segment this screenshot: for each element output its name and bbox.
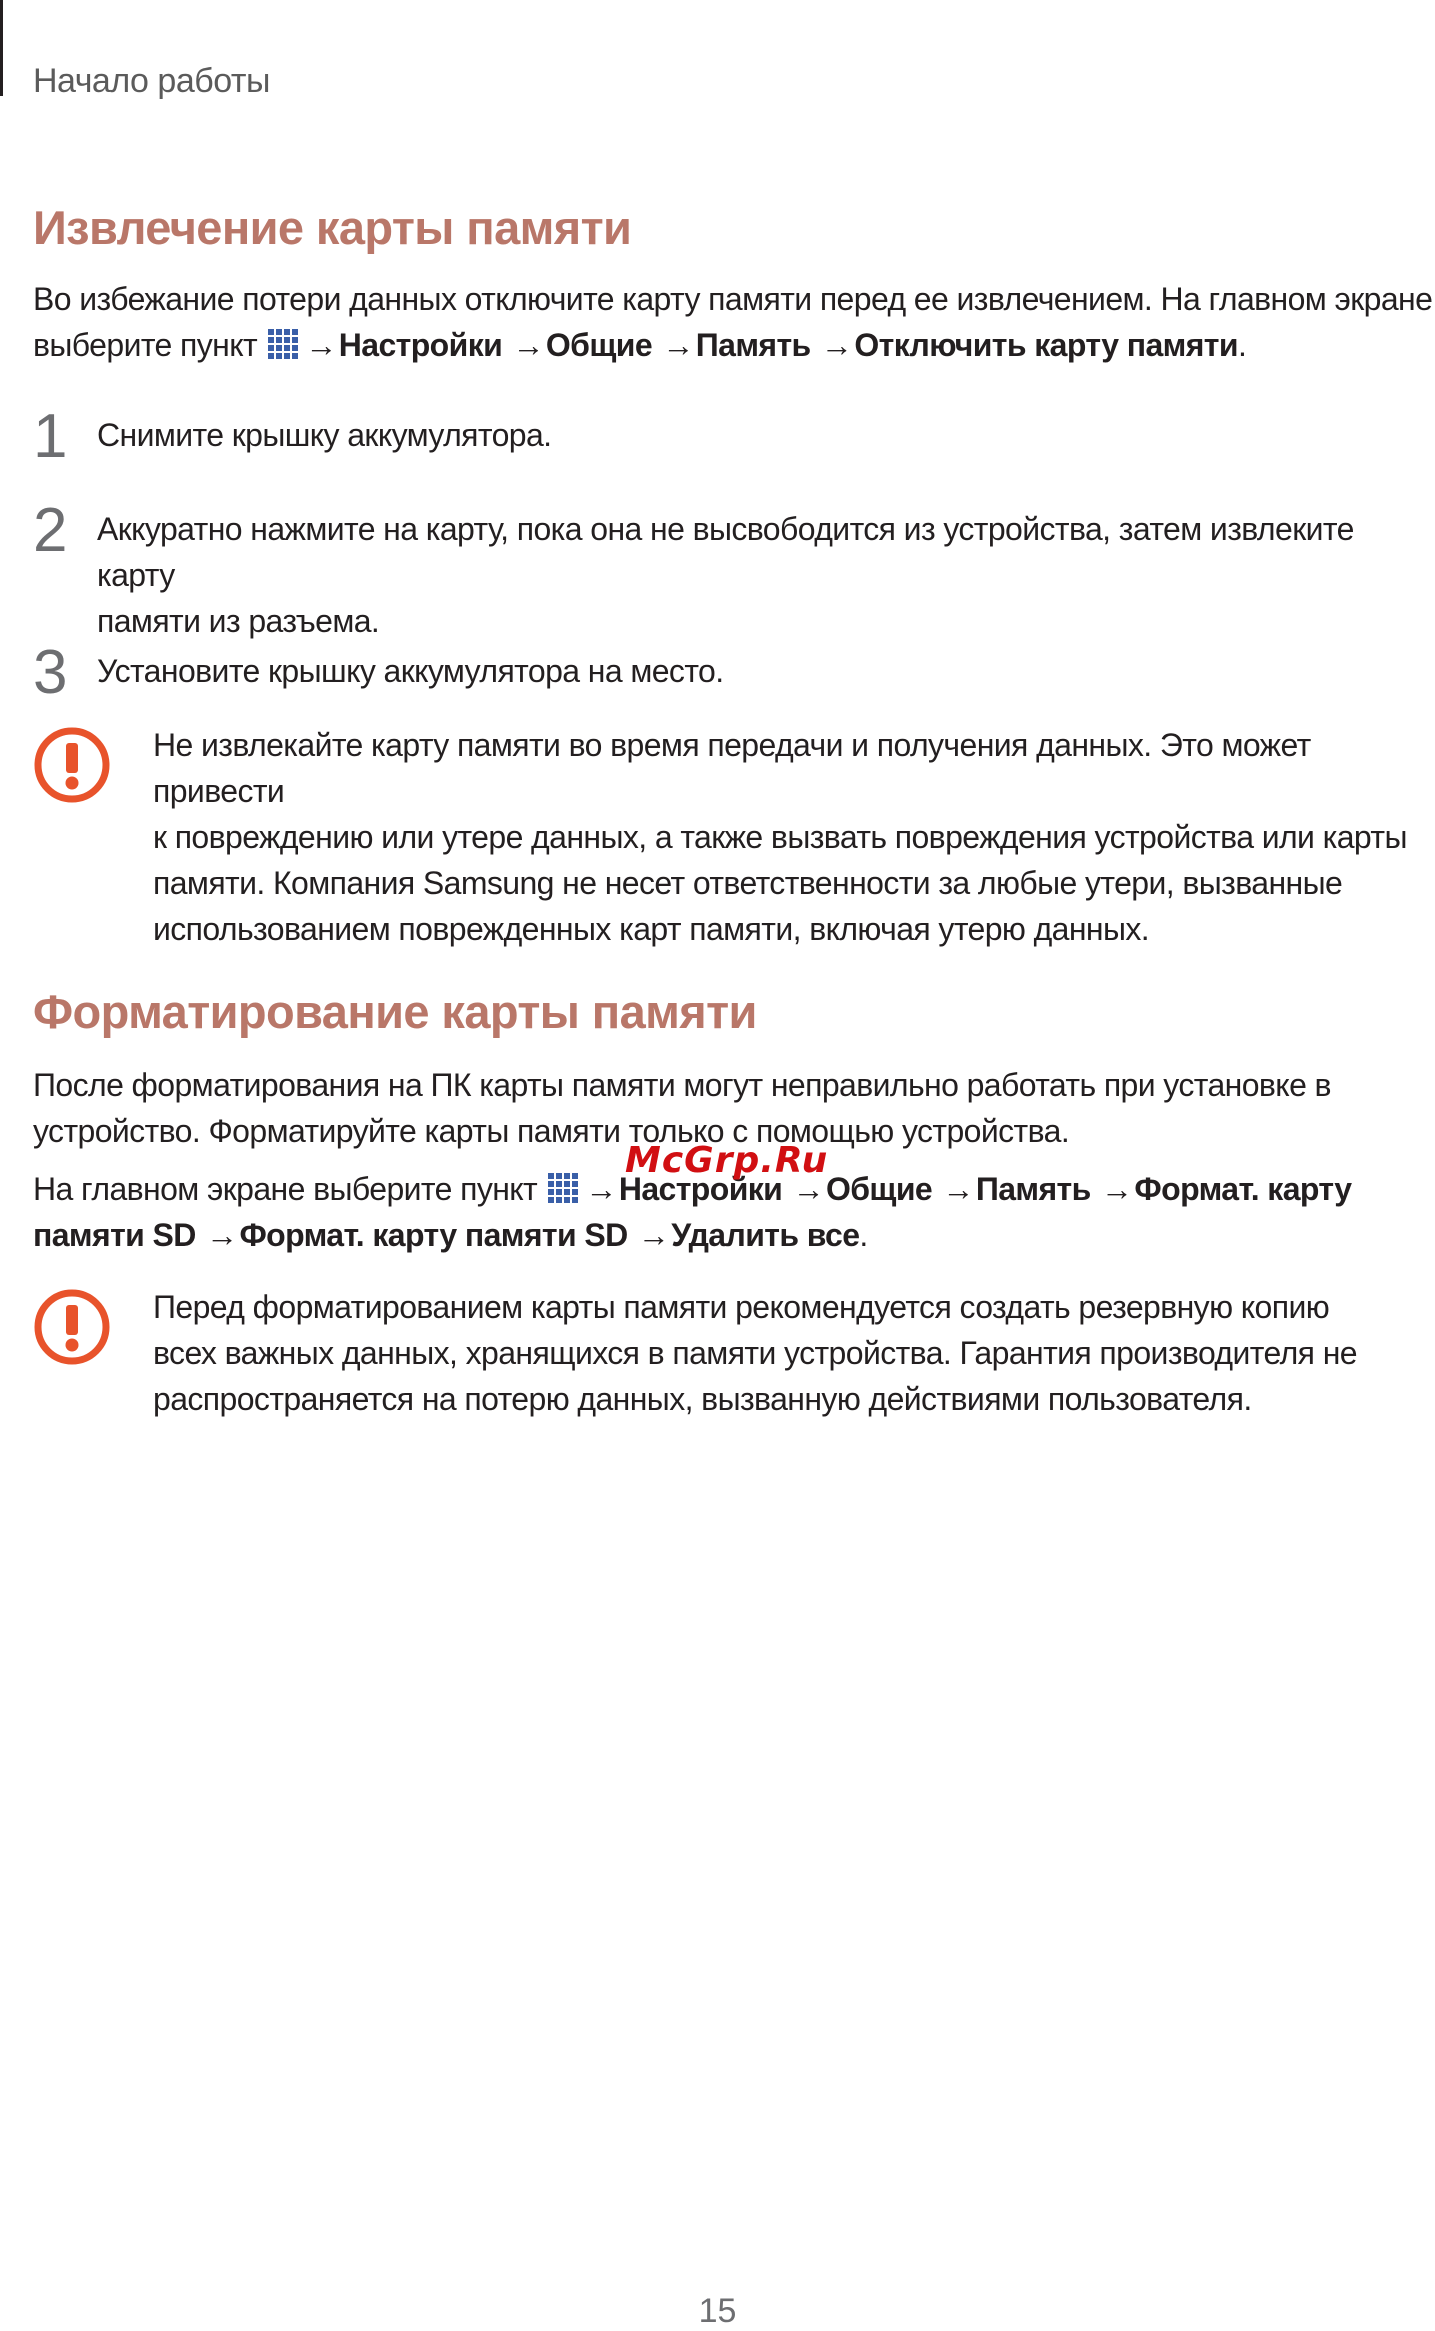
period: . (859, 1217, 868, 1253)
path-general: Общие (545, 327, 653, 363)
path-sd-memory: памяти SD (33, 1217, 196, 1253)
format-path-prefix: На главном экране выберите пункт (33, 1171, 538, 1207)
step-text: Снимите крышку аккумулятора. (97, 417, 552, 453)
arrow: → (512, 327, 544, 363)
path-storage: Память (695, 327, 811, 363)
remove-intro (33, 276, 1433, 368)
arrow: → (942, 1171, 974, 1207)
arrow: → (1101, 1171, 1133, 1207)
path-format-sd: Формат. карту памяти SD (239, 1217, 628, 1253)
step-number: 2 (33, 496, 68, 565)
apps-grid-icon (547, 1172, 581, 1206)
arrow: → (792, 1171, 824, 1207)
page-number: 15 (698, 2292, 737, 2330)
remove-intro-prefix: выберите пункт (33, 327, 258, 363)
format-intro-line: устройство. Форматируйте карты памяти только с помощью устройства. (33, 1113, 1070, 1149)
path-unmount: Отключить карту памяти (854, 327, 1238, 363)
path-delete-all: Удалить все (671, 1217, 860, 1253)
warning-line: использованием поврежденных карт памяти, включая утерю данных. (153, 911, 1150, 947)
arrow: → (305, 327, 337, 363)
warning-line: к повреждению или утере данных, а также вызвать повреждения устройства или карты (153, 819, 1407, 855)
warning-exclamation-icon (33, 1288, 111, 1366)
arrow: → (206, 1217, 238, 1253)
arrow: → (585, 1171, 617, 1207)
path-settings: Настройки (338, 327, 503, 363)
warning-line: распространяется на потерю данных, вызванную действиями пользователя. (153, 1381, 1252, 1417)
warning-text (153, 722, 1433, 952)
section-title-remove: Извлечение карты памяти (33, 201, 632, 254)
path-storage: Память (975, 1171, 1091, 1207)
apps-grid-icon (267, 328, 301, 362)
warning-text (153, 1284, 1433, 1422)
step-number: 3 (33, 638, 68, 707)
warning-line: Не извлекайте карту памяти во время передачи и получения данных. Это может привести (153, 727, 1311, 809)
warning-line: памяти. Компания Samsung не несет ответственности за любые утери, вызванные (153, 865, 1343, 901)
running-header: Начало работы (33, 62, 270, 100)
step-number: 1 (33, 402, 68, 471)
header-rule (0, 0, 3, 96)
arrow: → (662, 327, 694, 363)
arrow: → (637, 1217, 670, 1253)
step-text-line: памяти из разъема. (97, 603, 380, 639)
arrow: → (820, 327, 853, 363)
step-text (97, 506, 1435, 644)
section-title-format: Форматирование карты памяти (33, 985, 757, 1038)
watermark: McGrp.Ru (625, 1140, 829, 1181)
period: . (1237, 327, 1247, 363)
remove-intro-line1: Во избежание потери данных отключите карту памяти перед ее извлечением. На главном экране (33, 281, 1433, 317)
path-general: Общие (825, 1171, 933, 1207)
warning-line: Перед форматированием карты памяти рекомендуется создать резервную копию (153, 1289, 1330, 1325)
step-text: Установите крышку аккумулятора на место. (97, 653, 724, 689)
step-text-line: Аккуратно нажмите на карту, пока она не высвободится из устройства, затем извлеките карту (97, 511, 1354, 593)
path-settings: Настройки (618, 1171, 783, 1207)
warning-exclamation-icon (33, 726, 111, 804)
format-intro-line: После форматирования на ПК карты памяти могут неправильно работать при установке в (33, 1067, 1331, 1103)
warning-line: всех важных данных, хранящихся в памяти устройства. Гарантия производителя не (153, 1335, 1357, 1371)
path-format-card: Формат. карту (1134, 1171, 1352, 1207)
